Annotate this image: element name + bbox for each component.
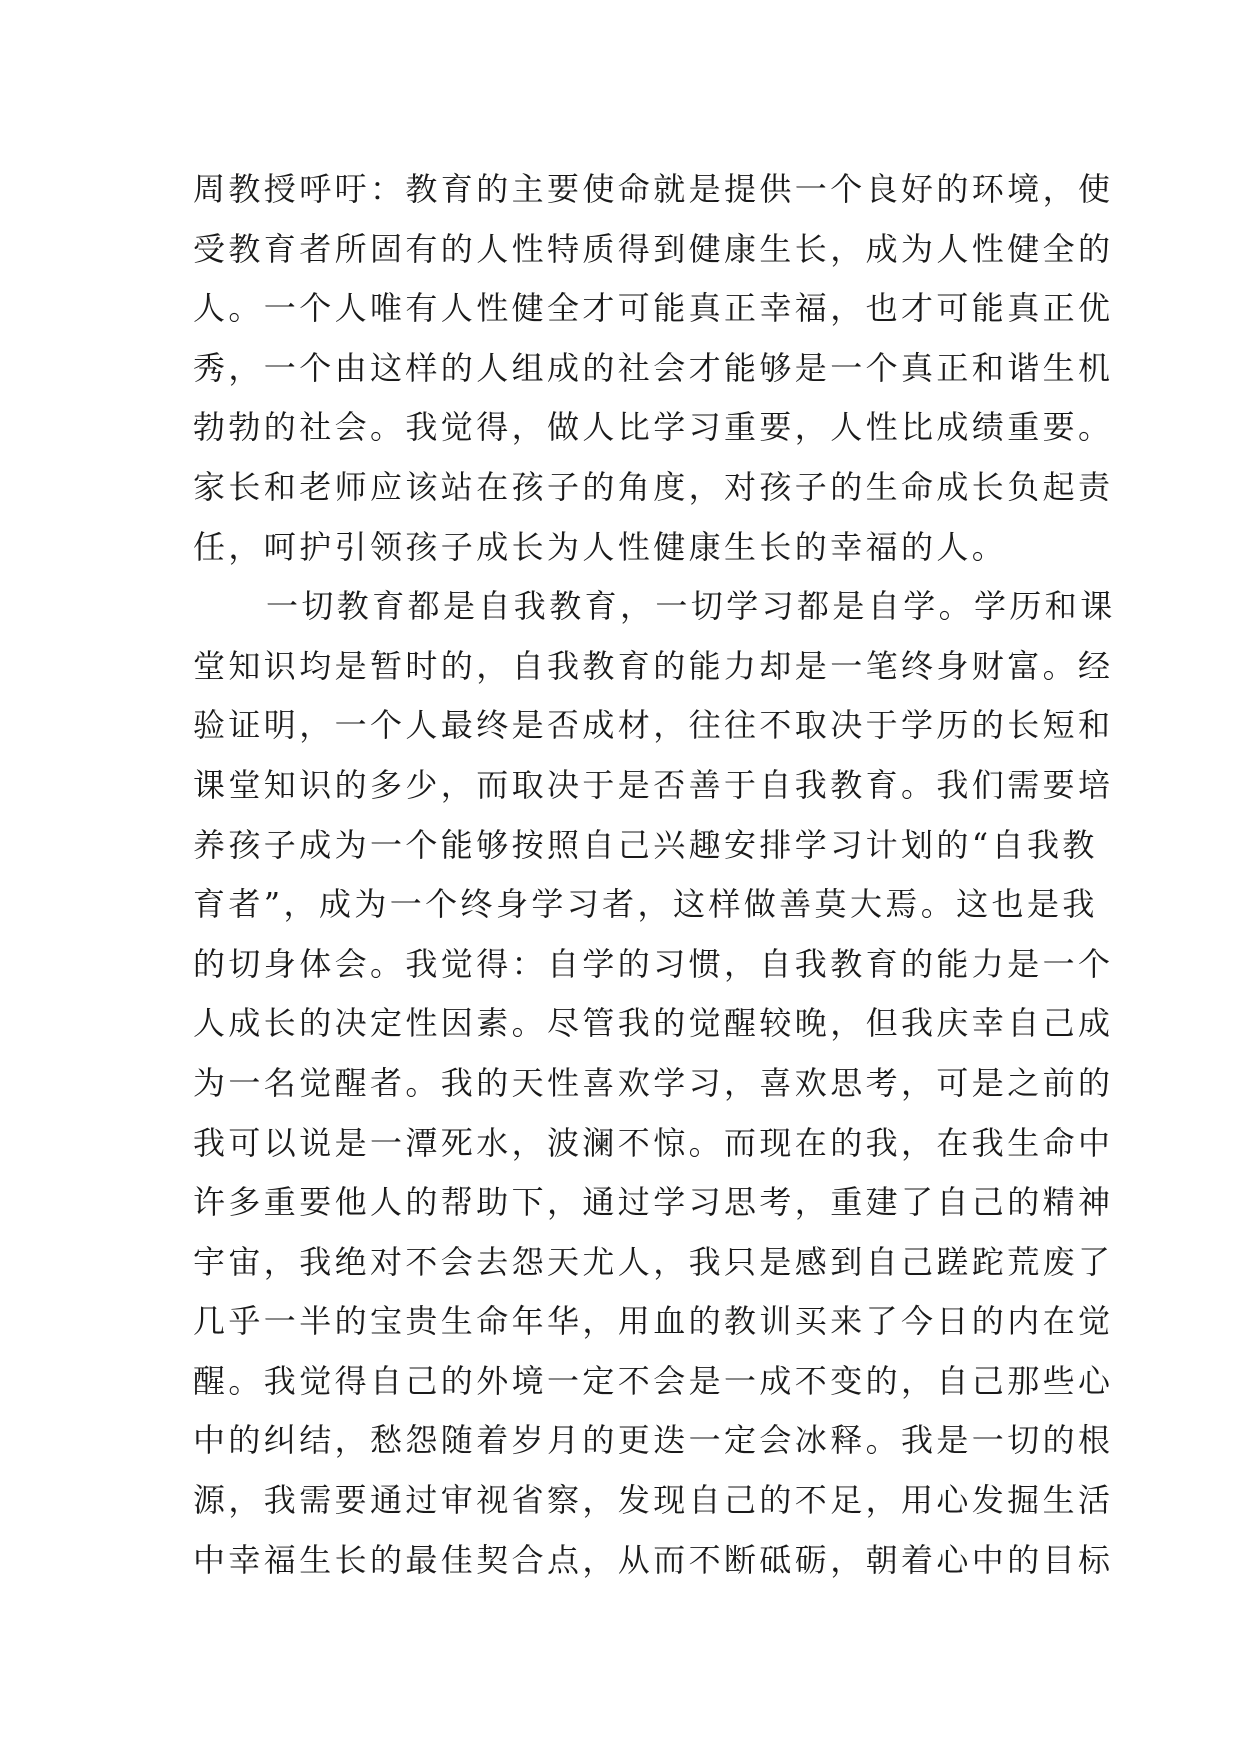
paragraph-1: [193, 160, 1114, 577]
paragraph-line: 任，呵护引领孩子成长为人性健康生长的幸福的人。: [193, 527, 1008, 566]
paragraph-2: [193, 577, 1116, 1590]
document-body: [193, 160, 1116, 1590]
paragraph-line: 勃勃的社会。我觉得，做人比学习重要，人性比成绩重要。: [193, 408, 1114, 447]
paragraph-line: 醒。我觉得自己的外境一定不会是一成不变的，自己那些心: [193, 1361, 1114, 1400]
paragraph-line: 秀，一个由这样的人组成的社会才能够是一个真正和谐生机: [193, 348, 1114, 387]
paragraph-line: 受教育者所固有的人性特质得到健康生长，成为人性健全的: [193, 229, 1114, 268]
paragraph-line: 育者”，成为一个终身学习者，这样做善莫大焉。这也是我: [193, 885, 1098, 924]
paragraph-line: 几乎一半的宝贵生命年华，用血的教训买来了今日的内在觉: [193, 1302, 1114, 1341]
paragraph-line: 养孩子成为一个能够按照自己兴趣安排学习计划的“自我教: [193, 825, 1098, 864]
paragraph-line: 人成长的决定性因素。尽管我的觉醒较晚，但我庆幸自己成: [193, 1004, 1114, 1043]
paragraph-line: 中幸福生长的最佳契合点，从而不断砥砺，朝着心中的目标: [193, 1540, 1114, 1579]
paragraph-line: 家长和老师应该站在孩子的角度，对孩子的生命成长负起责: [193, 467, 1114, 506]
paragraph-line: 课堂知识的多少，而取决于是否善于自我教育。我们需要培: [193, 765, 1114, 804]
paragraph-line: 周教授呼吁：教育的主要使命就是提供一个良好的环境，使: [193, 170, 1114, 208]
paragraph-line: 许多重要他人的帮助下，通过学习思考，重建了自己的精神: [193, 1183, 1114, 1222]
paragraph-line: 人。一个人唯有人性健全才可能真正幸福，也才可能真正优: [193, 289, 1114, 328]
paragraph-line: 我可以说是一潭死水，波澜不惊。而现在的我，在我生命中: [193, 1123, 1114, 1162]
paragraph-line: 一切教育都是自我教育，一切学习都是自学。学历和课: [266, 587, 1116, 626]
paragraph-line: 源，我需要通过审视省察，发现自己的不足，用心发掘生活: [193, 1481, 1114, 1520]
paragraph-line: 堂知识均是暂时的，自我教育的能力却是一笔终身财富。经: [193, 646, 1114, 685]
paragraph-line: 中的纠结，愁怨随着岁月的更迭一定会冰释。我是一切的根: [193, 1421, 1114, 1460]
paragraph-line: 为一名觉醒者。我的天性喜欢学习，喜欢思考，可是之前的: [193, 1063, 1114, 1102]
paragraph-line: 验证明，一个人最终是否成材，往往不取决于学历的长短和: [193, 706, 1114, 745]
paragraph-line: 的切身体会。我觉得：自学的习惯，自我教育的能力是一个: [193, 944, 1114, 983]
paragraph-line: 宇宙，我绝对不会去怨天尤人，我只是感到自己蹉跎荒废了: [193, 1242, 1114, 1281]
